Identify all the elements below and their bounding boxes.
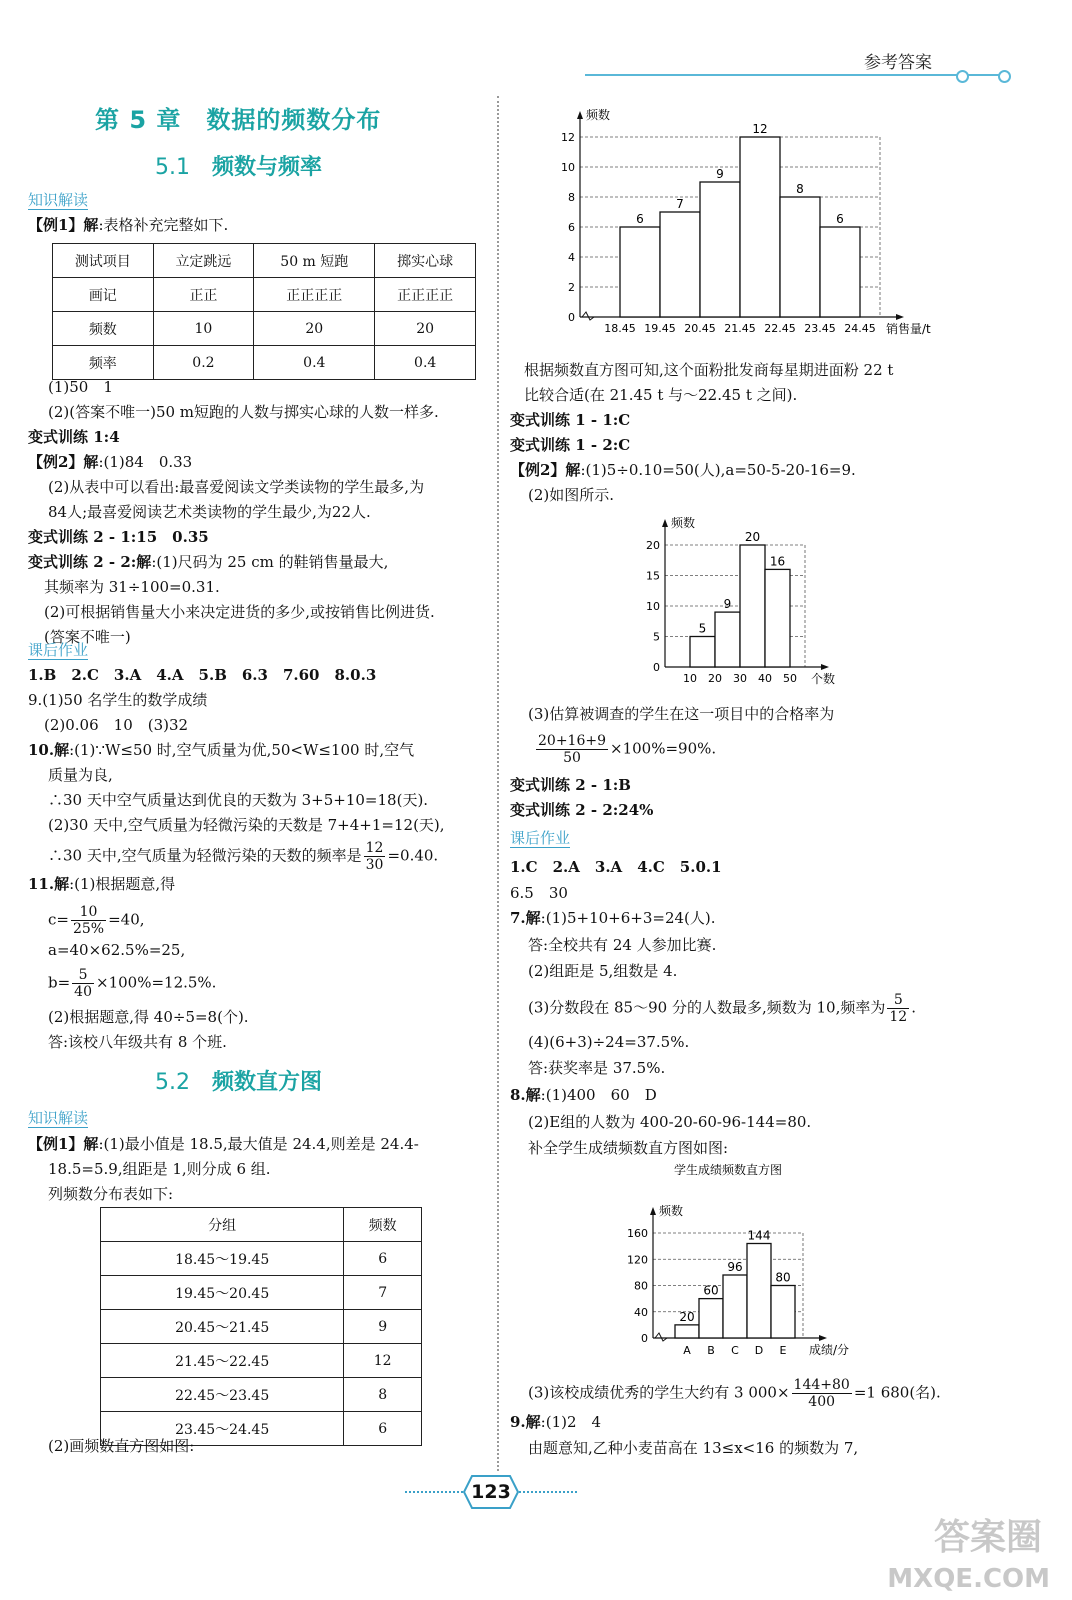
cell: 0.4 bbox=[375, 346, 476, 380]
answer-line: (2)根据题意,得 40÷5=8(个). bbox=[48, 1008, 249, 1026]
numerator: 10 bbox=[71, 904, 106, 921]
answer-line bbox=[534, 733, 716, 766]
example-2-line bbox=[28, 452, 192, 472]
answer-line: 9.(1)50 名学生的数学成绩 bbox=[28, 691, 208, 709]
answer-line: 84人;最喜爱阅读艺术类读物的学生最少,为22人. bbox=[48, 503, 371, 521]
x-tick-label: 20 bbox=[708, 672, 722, 685]
x-axis-arrow bbox=[819, 1335, 827, 1341]
answer-line bbox=[28, 874, 175, 894]
answer-line: 其频率为 31÷100=0.31. bbox=[44, 578, 220, 596]
watermark-logo: 答案圈 bbox=[933, 1517, 1042, 1558]
denominator: 30 bbox=[365, 857, 384, 873]
answer-line: (2)0.06 10 (3)32 bbox=[44, 716, 189, 734]
section-5-1-title bbox=[155, 150, 322, 181]
tag-kehou: 课后作业 bbox=[28, 641, 89, 659]
chart-title: 学生成绩频数直方图 bbox=[673, 1163, 783, 1177]
text: =1 680(名). bbox=[853, 1383, 941, 1402]
x-category-label: C bbox=[731, 1344, 739, 1357]
bar-value-label: 16 bbox=[769, 554, 786, 569]
label: 【例2】解 bbox=[28, 453, 99, 471]
y-tick-label: 80 bbox=[634, 1279, 648, 1293]
bar-value-label: 80 bbox=[775, 1270, 791, 1285]
x-category-label: E bbox=[779, 1344, 787, 1357]
table-row bbox=[53, 346, 476, 380]
answer-line bbox=[48, 967, 216, 1000]
header-dot bbox=[956, 70, 969, 83]
answer-line: 答:全校共有 24 人参加比赛. bbox=[528, 936, 717, 954]
cell: 频数 bbox=[344, 1208, 422, 1242]
answer-line bbox=[48, 840, 438, 873]
example-2-line bbox=[510, 460, 856, 480]
bar bbox=[820, 227, 860, 317]
bar bbox=[700, 182, 740, 317]
axis-break bbox=[655, 1333, 667, 1341]
y-axis-label: 频数 bbox=[659, 1204, 684, 1218]
answer-line: 变式训练 2 - 1:B bbox=[510, 776, 631, 794]
text: :(1)400 60 D bbox=[540, 1086, 657, 1104]
cell: 12 bbox=[344, 1344, 422, 1378]
bar-value-label: 144 bbox=[747, 1228, 771, 1243]
bar bbox=[620, 227, 660, 317]
page-number-rule bbox=[405, 1491, 467, 1493]
numerator: 5 bbox=[72, 967, 94, 984]
y-axis-label: 频数 bbox=[671, 516, 696, 530]
numerator: 5 bbox=[887, 992, 909, 1009]
y-tick-label: 10 bbox=[646, 600, 660, 613]
answer-line bbox=[28, 552, 388, 572]
cell: 7 bbox=[344, 1276, 422, 1310]
y-axis-arrow bbox=[650, 1207, 656, 1215]
text: (3)分数段在 85～90 分的人数最多,频数为 10,频率为 bbox=[528, 998, 886, 1017]
y-tick-label: 20 bbox=[646, 539, 660, 552]
text: . bbox=[911, 998, 916, 1017]
table-row bbox=[101, 1208, 422, 1242]
x-category-label: D bbox=[754, 1344, 764, 1357]
y-tick-label: 160 bbox=[627, 1227, 648, 1240]
answer-line: (4)(6+3)÷24=37.5%. bbox=[528, 1033, 690, 1051]
denominator: 40 bbox=[74, 984, 92, 1000]
answer-line bbox=[48, 904, 145, 937]
text: :(1)根据题意,得 bbox=[69, 875, 176, 893]
text: :(1)2 4 bbox=[540, 1413, 602, 1431]
cell: 20.45～21.45 bbox=[101, 1310, 344, 1344]
label: 9.解 bbox=[510, 1413, 541, 1431]
y-axis-arrow bbox=[662, 519, 668, 527]
text: (3)该校成绩优秀的学生大约有 3 000× bbox=[528, 1383, 790, 1402]
label: 变式训练 2 - 2:解 bbox=[28, 553, 152, 571]
numerator: 20+16+9 bbox=[538, 733, 606, 749]
x-category-label: A bbox=[683, 1344, 691, 1357]
table-row bbox=[101, 1378, 422, 1412]
table-row bbox=[53, 312, 476, 346]
x-tick-label: 20.45 bbox=[684, 322, 716, 335]
label: 【例2】解 bbox=[510, 461, 581, 479]
y-tick-label: 12 bbox=[561, 131, 575, 144]
section-5-2-title bbox=[155, 1065, 322, 1096]
text: ∴30 天中,空气质量为轻微污染的天数的频率是 bbox=[48, 846, 362, 865]
bar-value-label: 5 bbox=[698, 621, 707, 636]
column-divider bbox=[497, 96, 499, 1471]
cell: 6 bbox=[344, 1412, 422, 1446]
text: :(1)5÷0.10=50(人),a=50-5-20-16=9. bbox=[580, 461, 856, 479]
answer-line: (答案不唯一) bbox=[44, 628, 131, 646]
y-tick-label: 120 bbox=[627, 1253, 648, 1267]
answer-line: (2)30 天中,空气质量为轻微污染的天数是 7+4+1=12(天), bbox=[48, 816, 445, 834]
x-tick-label: 21.45 bbox=[724, 322, 756, 335]
bar-value-label: 9 bbox=[723, 597, 732, 612]
answer-line bbox=[510, 1085, 657, 1105]
table-row bbox=[101, 1242, 422, 1276]
cell: 18.45～19.45 bbox=[101, 1242, 344, 1276]
page-number: 123 bbox=[471, 1481, 511, 1503]
label: 11.解 bbox=[28, 875, 70, 893]
answer-line: ∴30 天中空气质量达到优良的天数为 3+5+10=18(天). bbox=[48, 791, 429, 809]
answer-line: (2)(答案不唯一)50 m短跑的人数与掷实心球的人数一样多. bbox=[48, 403, 439, 421]
x-tick-label: 18.45 bbox=[604, 322, 636, 335]
answer-line bbox=[510, 908, 716, 928]
y-tick-label: 5 bbox=[653, 630, 660, 644]
bar bbox=[740, 545, 765, 667]
bar-value-label: 6 bbox=[636, 212, 644, 226]
axis-break bbox=[582, 312, 594, 320]
y-tick-label: 40 bbox=[634, 1305, 648, 1319]
chapter-title: 第 5 章 数据的频数分布 bbox=[95, 106, 382, 134]
cell: 频率 bbox=[53, 346, 154, 380]
answer-line: (1)50 1 bbox=[48, 378, 113, 396]
denominator: 12 bbox=[889, 1009, 908, 1025]
fraction bbox=[364, 840, 386, 873]
cell: 立定跳远 bbox=[153, 244, 254, 278]
bar-value-label: 60 bbox=[703, 1283, 719, 1298]
answer-line bbox=[528, 1377, 941, 1410]
table-row bbox=[53, 244, 476, 278]
histogram-scores bbox=[625, 1160, 880, 1365]
text: ×100%=12.5%. bbox=[96, 973, 217, 992]
cell: 20 bbox=[254, 312, 375, 346]
answer-line: 答:该校八年级共有 8 个班. bbox=[48, 1033, 227, 1051]
label: 10.解 bbox=[28, 741, 70, 759]
x-tick-label: 24.45 bbox=[844, 322, 876, 335]
fraction bbox=[72, 967, 94, 1000]
x-axis-arrow bbox=[821, 664, 829, 670]
watermark-site: MXQE.COM bbox=[887, 1564, 1050, 1594]
example-1-line bbox=[28, 1134, 419, 1154]
table-row bbox=[53, 278, 476, 312]
label: 8.解 bbox=[510, 1086, 541, 1104]
table-row bbox=[101, 1344, 422, 1378]
answer-line bbox=[510, 1412, 601, 1432]
label: 7.解 bbox=[510, 909, 541, 927]
cell: 正正正正 bbox=[375, 278, 476, 312]
numerator: 12 bbox=[365, 840, 384, 856]
bar bbox=[747, 1244, 771, 1339]
cell: 50 m 短跑 bbox=[254, 244, 375, 278]
answer-line: 根据频数直方图可知,这个面粉批发商每星期进面粉 22 t bbox=[524, 361, 894, 379]
fraction bbox=[536, 733, 608, 766]
y-axis-label: 频数 bbox=[586, 108, 611, 122]
text: b= bbox=[48, 973, 71, 992]
answer-line: 变式训练 1 - 2:C bbox=[510, 436, 631, 454]
answer-line: (2)如图所示. bbox=[528, 486, 615, 504]
section-name: 频数与频率 bbox=[212, 155, 323, 180]
answer-line: 1.B 2.C 3.A 4.A 5.B 6.3 7.60 8.0.3 bbox=[28, 666, 377, 684]
answer-line: 1.C 2.A 3.A 4.C 5.0.1 bbox=[510, 858, 722, 876]
fraction bbox=[792, 1377, 852, 1410]
bar bbox=[675, 1325, 699, 1338]
bar bbox=[699, 1299, 723, 1338]
bar bbox=[723, 1275, 747, 1338]
cell: 21.45～22.45 bbox=[101, 1344, 344, 1378]
cell: 频数 bbox=[53, 312, 154, 346]
x-tick-label: 10 bbox=[683, 672, 697, 685]
x-tick-label: 30 bbox=[733, 672, 747, 685]
text: :(1)5+10+6+3=24(人). bbox=[540, 909, 716, 927]
cell: 20 bbox=[375, 312, 476, 346]
cell: 正正 bbox=[153, 278, 254, 312]
answer-line: 由题意知,乙种小麦苗高在 13≤x<16 的频数为 7, bbox=[528, 1439, 859, 1457]
y-tick-label: 0 bbox=[641, 1332, 648, 1345]
answer-line: 比较合适(在 21.45 t 与～22.45 t 之间). bbox=[524, 386, 798, 404]
bar-value-label: 8 bbox=[796, 182, 804, 196]
text: :(1)最小值是 18.5,最大值是 24.4,则差是 24.4- bbox=[98, 1135, 419, 1153]
answer-line: (2)从表中可以看出:最喜爱阅读文学类读物的学生最多,为 bbox=[48, 478, 425, 496]
answer-line: 变式训练 2 - 2:24% bbox=[510, 801, 654, 819]
text: =40, bbox=[108, 910, 145, 929]
denominator: 50 bbox=[563, 750, 581, 766]
numerator: 144+80 bbox=[793, 1377, 850, 1393]
tag-zhishi: 知识解读 bbox=[28, 1109, 89, 1127]
fraction bbox=[887, 992, 909, 1025]
x-axis-label: 销售量/t bbox=[886, 322, 931, 336]
answer-line: 补全学生成绩频数直方图如图: bbox=[528, 1139, 729, 1157]
cell: 6 bbox=[344, 1242, 422, 1276]
cell: 0.4 bbox=[254, 346, 375, 380]
text: ×100%=90%. bbox=[610, 739, 717, 758]
text: :表格补充完整如下. bbox=[98, 216, 229, 234]
answer-line: 变式训练 1:4 bbox=[28, 428, 120, 446]
table-row bbox=[101, 1310, 422, 1344]
section-number: 5.1 bbox=[155, 155, 190, 180]
example-1-line bbox=[28, 215, 228, 235]
y-axis-arrow bbox=[577, 111, 583, 119]
x-tick-label: 22.45 bbox=[764, 322, 796, 335]
header-dot bbox=[998, 70, 1011, 83]
fraction bbox=[71, 904, 106, 937]
answer-line: 质量为良, bbox=[48, 766, 113, 784]
cell: 正正正正 bbox=[254, 278, 375, 312]
y-tick-label: 8 bbox=[568, 191, 575, 204]
bar-value-label: 9 bbox=[716, 167, 724, 181]
tag-kehou: 课后作业 bbox=[510, 829, 571, 847]
answer-line: (2)E组的人数为 400-20-60-96-144=80. bbox=[528, 1113, 812, 1131]
bar-value-label: 12 bbox=[752, 122, 768, 136]
x-axis-arrow bbox=[896, 314, 904, 320]
cell: 0.2 bbox=[153, 346, 254, 380]
bar bbox=[765, 569, 790, 667]
text: :(1)84 0.33 bbox=[98, 453, 193, 471]
table-tally bbox=[52, 243, 476, 380]
x-category-label: B bbox=[707, 1344, 715, 1357]
histogram-count bbox=[635, 515, 855, 690]
y-tick-label: 15 bbox=[646, 569, 660, 583]
bar-value-label: 20 bbox=[679, 1309, 695, 1324]
cell: 分组 bbox=[101, 1208, 344, 1242]
denominator: 400 bbox=[808, 1394, 836, 1410]
text: :(1)尺码为 25 cm 的鞋销售量最大, bbox=[151, 553, 389, 571]
cell: 画记 bbox=[53, 278, 154, 312]
text: =0.40. bbox=[387, 846, 439, 865]
answer-line: (2)可根据销售量大小来决定进货的多少,或按销售比例进货. bbox=[44, 603, 435, 621]
text: :(1)∵W≤50 时,空气质量为优,50<W≤100 时,空气 bbox=[69, 741, 415, 759]
bar-value-label: 96 bbox=[727, 1260, 743, 1274]
header-line bbox=[585, 74, 1005, 76]
cell: 9 bbox=[344, 1310, 422, 1344]
answer-line bbox=[528, 992, 916, 1025]
answer-line: (2)画频数直方图如图: bbox=[48, 1437, 195, 1455]
x-tick-label: 40 bbox=[758, 672, 772, 685]
bar-value-label: 6 bbox=[836, 212, 844, 226]
page-number-rule bbox=[515, 1491, 577, 1493]
denominator: 25% bbox=[72, 921, 105, 937]
x-axis-label: 个数 bbox=[811, 672, 836, 686]
y-tick-label: 0 bbox=[653, 661, 660, 674]
bar bbox=[771, 1286, 795, 1339]
table-frequency bbox=[100, 1207, 422, 1446]
cell: 23.45～24.45 bbox=[101, 1412, 344, 1446]
histogram-sales bbox=[555, 100, 940, 345]
x-tick-label: 23.45 bbox=[804, 322, 836, 335]
answer-line: 18.5=5.9,组距是 1,则分成 6 组. bbox=[48, 1160, 271, 1178]
answer-line: a=40×62.5%=25, bbox=[48, 941, 186, 959]
answer-line: 答:获奖率是 37.5%. bbox=[528, 1059, 666, 1077]
bar-value-label: 7 bbox=[676, 197, 684, 211]
y-tick-label: 0 bbox=[568, 311, 575, 324]
y-tick-label: 2 bbox=[568, 281, 575, 294]
header-title: 参考答案 bbox=[864, 53, 932, 73]
cell: 8 bbox=[344, 1378, 422, 1412]
cell: 测试项目 bbox=[53, 244, 154, 278]
bar bbox=[715, 612, 740, 667]
y-tick-label: 6 bbox=[568, 221, 575, 234]
x-tick-label: 19.45 bbox=[644, 322, 676, 335]
answer-line bbox=[28, 740, 414, 760]
bar-value-label: 20 bbox=[744, 530, 761, 544]
bar bbox=[690, 637, 715, 668]
answer-line: 变式训练 1 - 1:C bbox=[510, 411, 631, 429]
y-tick-label: 4 bbox=[568, 251, 575, 264]
answer-line: 6.5 30 bbox=[510, 884, 568, 902]
tag-zhishi: 知识解读 bbox=[28, 191, 89, 209]
cell: 22.45～23.45 bbox=[101, 1378, 344, 1412]
section-number: 5.2 bbox=[155, 1070, 190, 1095]
label: 【例1】解 bbox=[28, 216, 99, 234]
table-row bbox=[101, 1276, 422, 1310]
answer-line: (2)组距是 5,组数是 4. bbox=[528, 962, 678, 980]
section-name: 频数直方图 bbox=[212, 1070, 323, 1095]
cell: 10 bbox=[153, 312, 254, 346]
bar bbox=[780, 197, 820, 317]
bar bbox=[740, 137, 780, 317]
x-tick-label: 50 bbox=[783, 672, 797, 685]
y-tick-label: 10 bbox=[561, 161, 575, 174]
cell: 19.45～20.45 bbox=[101, 1276, 344, 1310]
label: 【例1】解 bbox=[28, 1135, 99, 1153]
bar bbox=[660, 212, 700, 317]
answer-line: 列频数分布表如下: bbox=[48, 1185, 174, 1203]
x-axis-label: 成绩/分 bbox=[809, 1343, 850, 1357]
text: c= bbox=[48, 910, 69, 929]
answer-line: (3)估算被调查的学生在这一项目中的合格率为 bbox=[528, 705, 835, 723]
cell: 掷实心球 bbox=[375, 244, 476, 278]
answer-line: 变式训练 2 - 1:15 0.35 bbox=[28, 528, 209, 546]
